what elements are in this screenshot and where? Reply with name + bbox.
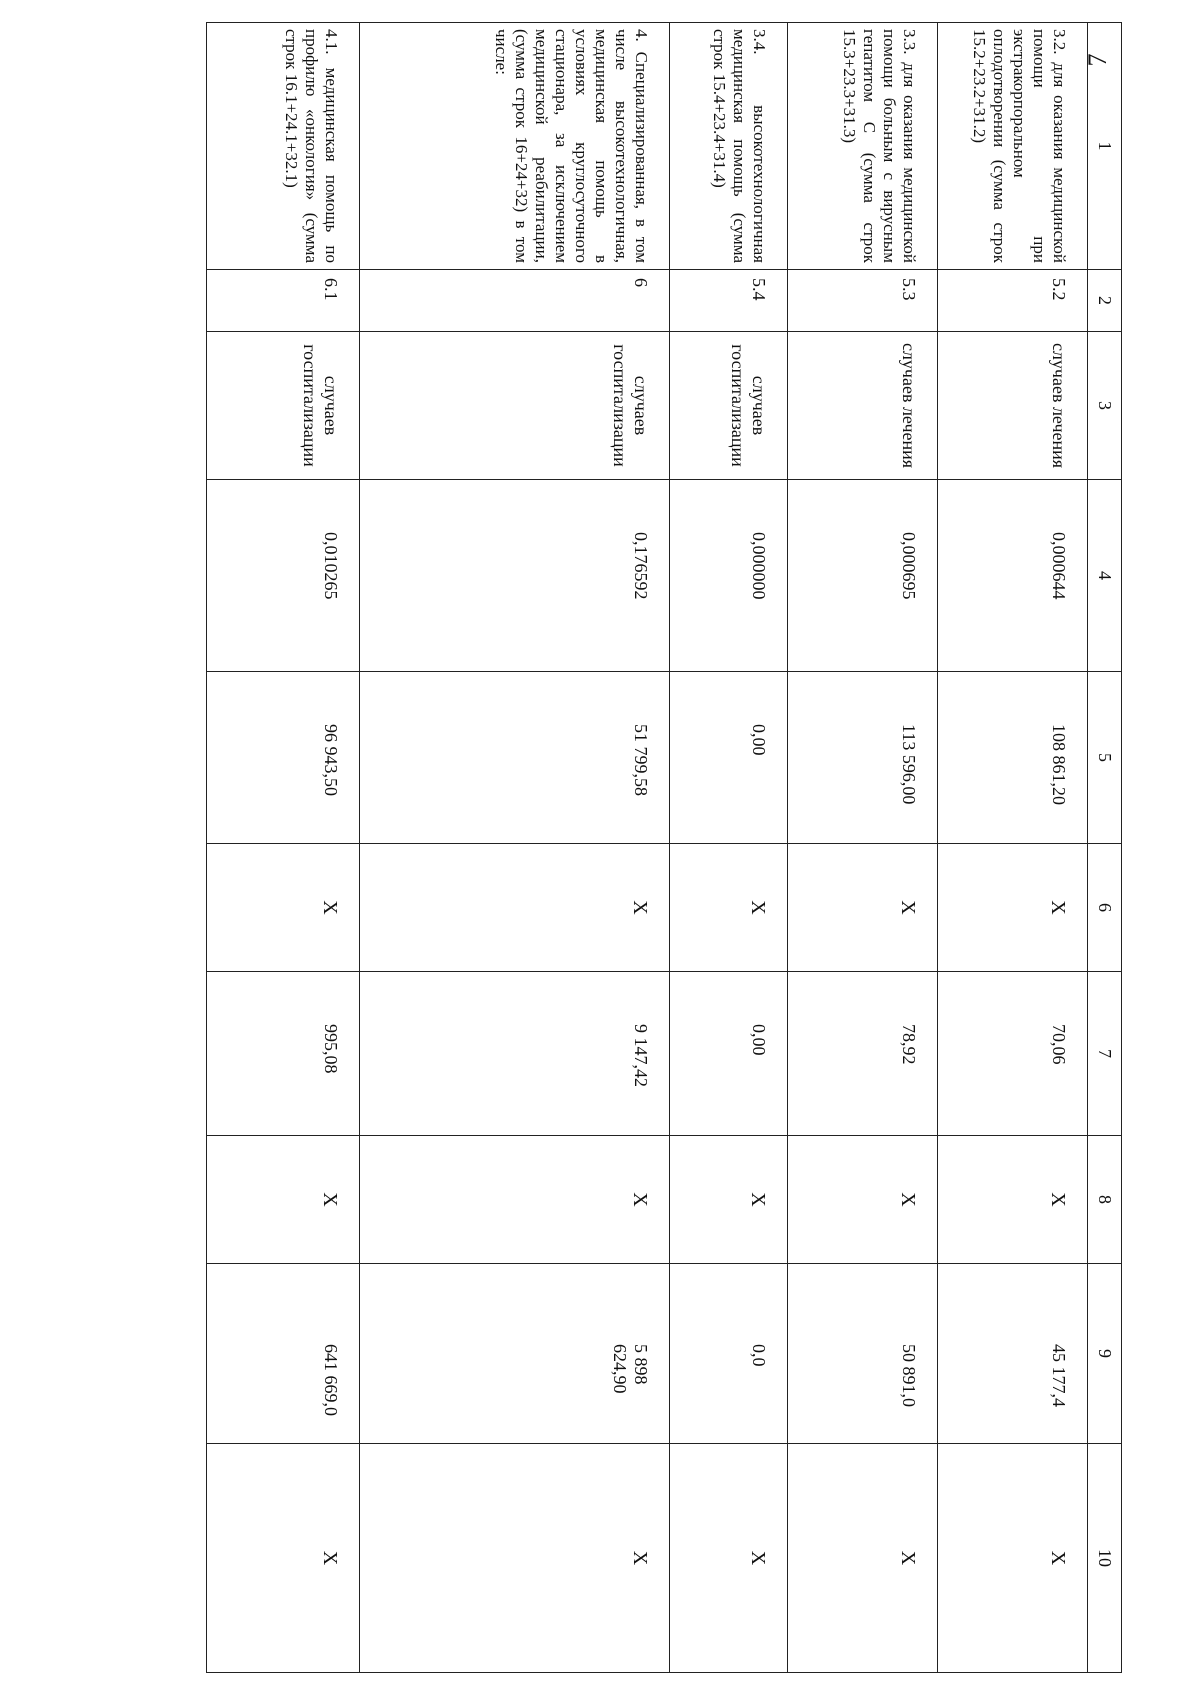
cell-col-6: Х <box>788 844 938 972</box>
table-row <box>360 23 670 1673</box>
column-header-2: 2 <box>1088 270 1122 332</box>
cell-col-9: 641 669,0 <box>207 1264 360 1444</box>
cell-col-4: 0,000644 <box>938 480 1088 672</box>
table-row <box>938 23 1088 1673</box>
column-header-10: 10 <box>1088 1444 1122 1673</box>
cell-col-10: Х <box>360 1444 670 1673</box>
cell-col-4: 0,010265 <box>207 480 360 672</box>
cell-col-7: 0,00 <box>670 972 788 1136</box>
row-code: 6 <box>360 270 670 332</box>
row-name: 4.1. медицинская помощь по профилю «онкология» (сумма строк 16.1+24.1+32.1) <box>207 23 360 270</box>
cell-col-10: Х <box>938 1444 1088 1673</box>
row-unit: случаев лечения <box>788 332 938 480</box>
row-code: 6.1 <box>207 270 360 332</box>
cell-col-5: 51 799,58 <box>360 672 670 844</box>
cell-col-6: Х <box>670 844 788 972</box>
table-container <box>207 22 1122 1672</box>
row-unit: случаев госпитализации <box>360 332 670 480</box>
column-header-7: 7 <box>1088 972 1122 1136</box>
cell-col-8: Х <box>788 1136 938 1264</box>
row-code: 5.3 <box>788 270 938 332</box>
cell-col-5: 0,00 <box>670 672 788 844</box>
column-header-6: 6 <box>1088 844 1122 972</box>
cell-col-9: 50 891,0 <box>788 1264 938 1444</box>
row-code: 5.4 <box>670 270 788 332</box>
column-header-3: 3 <box>1088 332 1122 480</box>
column-header-4: 4 <box>1088 480 1122 672</box>
cell-col-7: 70,06 <box>938 972 1088 1136</box>
cell-col-9: 45 177,4 <box>938 1264 1088 1444</box>
row-unit: случаев лечения <box>938 332 1088 480</box>
cell-col-4: 0,176592 <box>360 480 670 672</box>
cell-col-6: Х <box>207 844 360 972</box>
cell-col-8: Х <box>207 1136 360 1264</box>
column-header-1: 1 <box>1088 23 1122 270</box>
cell-col-5: 113 596,00 <box>788 672 938 844</box>
cell-col-8: Х <box>938 1136 1088 1264</box>
table-row <box>670 23 788 1673</box>
cell-col-5: 108 861,20 <box>938 672 1088 844</box>
header-row <box>1088 23 1122 1673</box>
cell-col-5: 96 943,50 <box>207 672 360 844</box>
cell-col-6: Х <box>360 844 670 972</box>
cell-col-10: Х <box>207 1444 360 1673</box>
cell-col-9: 0,0 <box>670 1264 788 1444</box>
table-row <box>788 23 938 1673</box>
cell-col-7: 995,08 <box>207 972 360 1136</box>
cell-col-8: Х <box>670 1136 788 1264</box>
cell-col-7: 78,92 <box>788 972 938 1136</box>
cell-col-6: Х <box>938 844 1088 972</box>
row-unit: случаев госпитализации <box>207 332 360 480</box>
row-name: 3.3. для оказания медицинской помощи больным с вирусным гепатитом С (сумма строк 15.3+23.3+31.3) <box>788 23 938 270</box>
cell-col-4: 0,000000 <box>670 480 788 672</box>
cell-col-7: 9 147,42 <box>360 972 670 1136</box>
cell-col-4: 0,000695 <box>788 480 938 672</box>
row-unit: случаев госпитализации <box>670 332 788 480</box>
column-header-9: 9 <box>1088 1264 1122 1444</box>
row-name: 3.2. для оказания медицинской помощи при экстракорпоральном оплодотворении (сумма строк 15.2+23.2+31.2) <box>938 23 1088 270</box>
column-header-5: 5 <box>1088 672 1122 844</box>
row-name: 4. Специализированная, в том числе высокотехнологичная, медицинская помощь в условиях круглосуточного стационара, за исключением медицинской реабилитации, (сумма строк 16+24+32) в том числе: <box>360 23 670 270</box>
table-row <box>207 23 360 1673</box>
cell-col-9: 5 898 624,90 <box>360 1264 670 1444</box>
page-number: 7 <box>1083 53 1112 67</box>
cell-col-10: Х <box>670 1444 788 1673</box>
row-name: 3.4. высокотехнологичная медицинская помощь (сумма строк 15.4+23.4+31.4) <box>670 23 788 270</box>
cell-col-10: Х <box>788 1444 938 1673</box>
row-code: 5.2 <box>938 270 1088 332</box>
column-header-8: 8 <box>1088 1136 1122 1264</box>
cell-col-8: Х <box>360 1136 670 1264</box>
data-table <box>206 22 1122 1673</box>
